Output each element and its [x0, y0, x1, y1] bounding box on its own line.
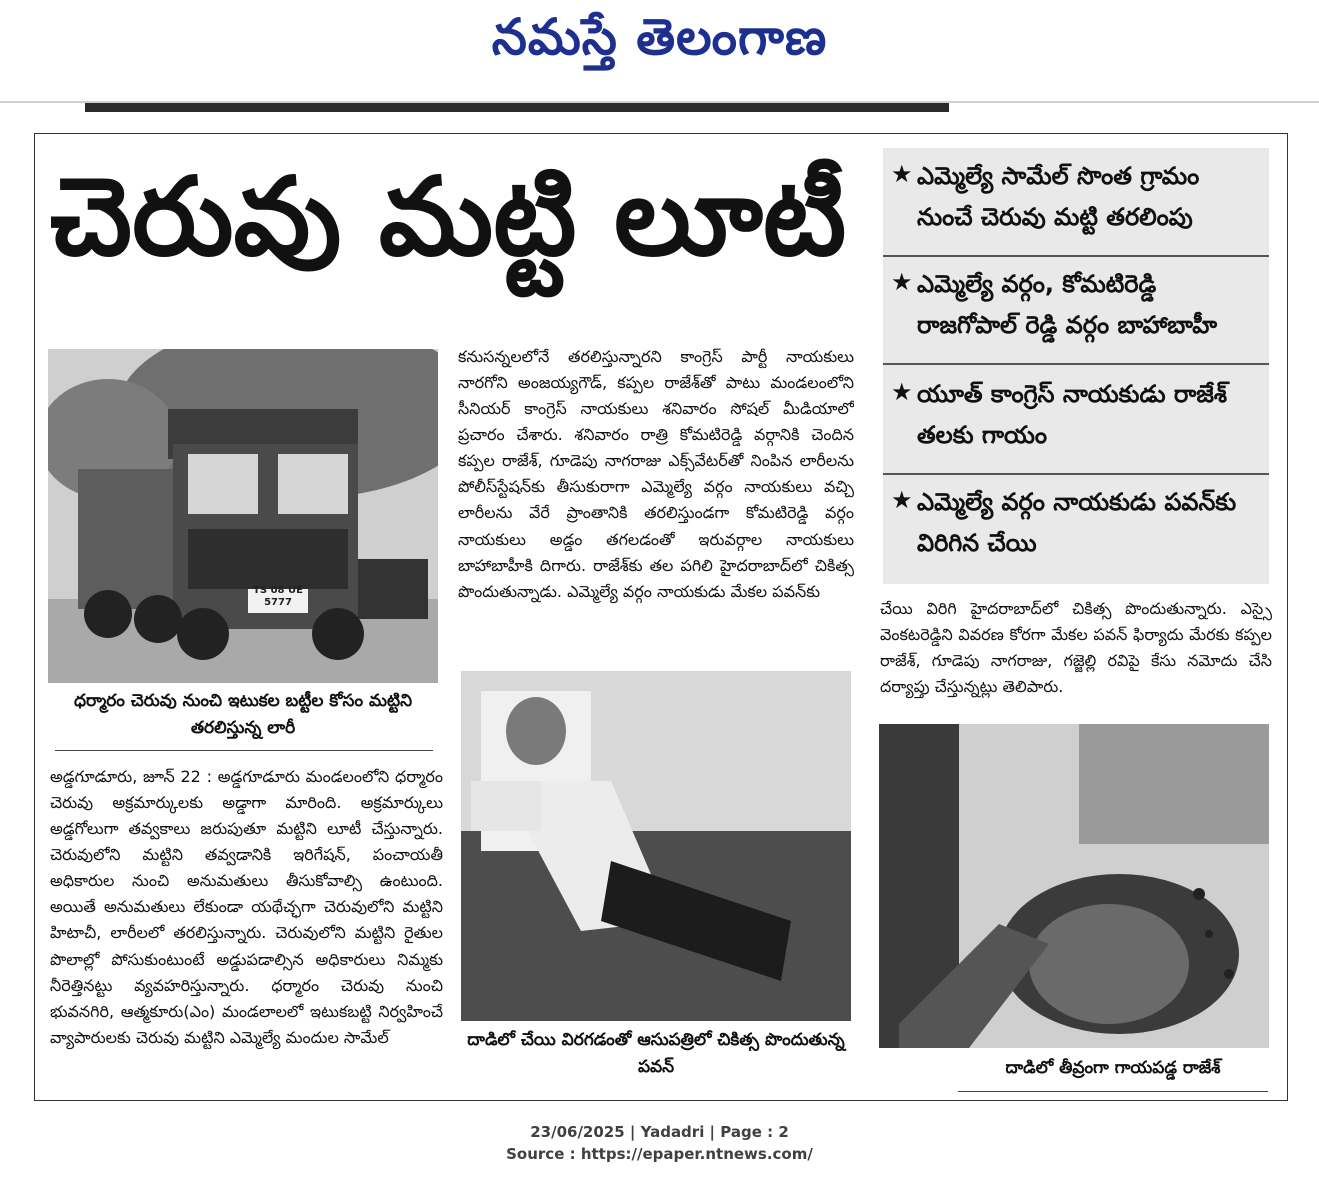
- star-icon: ★: [891, 160, 913, 188]
- highlight-text: ఎమ్మెల్యే సామేల్ సొంత గ్రామం నుంచే చెరువు మట్టి తరలింపు: [917, 162, 1200, 231]
- highlight-item: [883, 366, 1269, 470]
- highlights-box: [883, 148, 1269, 584]
- highlight-divider: [883, 255, 1269, 257]
- headline: చెరువు మట్టి లూటీ: [50, 155, 847, 280]
- masthead-bar: [85, 103, 949, 112]
- caption-rule: [55, 750, 433, 751]
- highlight-text: ఎమ్మెల్యే వర్గం నాయకుడు పవన్‌కు విరిగిన చేయి: [917, 488, 1237, 557]
- body-column-3: చేయి విరిగి హైదరాబాద్‌లో చికిత్స పొందుతున్నారు. ఎస్సై వెంకటరెడ్డిని వివరణ కోరగా మేకల పవన్ ఫిర్యాదు మేరకు కప్పల రాజేశ్, గూడెపు నాగరాజు, గజ్జెల్లి రవిపై కేసు నమోదు చేసి దర్యాప్తు చేస్తున్నట్లు తెలిపారు.: [880, 599, 1272, 697]
- highlight-item: [883, 474, 1269, 578]
- body-column-2: కనుసన్నలలోనే తరలిస్తున్నారని కాంగ్రెస్ పార్టీ నాయకులు నారగోని అంజయ్యగౌడ్, కప్పల రాజేశ్‌తో పాటు మండలంలోని సీనియర్ కాంగ్రెస్ నాయకులు శనివారం సోషల్ మీడియాలో ప్రచారం చేశారు. శనివారం రాత్రి కోమటిరెడ్డి వర్గానికి చెందిన కప్పల రాజేశ్, గూడెపు నాగరాజు ఎక్స్‌వేటర్‌తో నింపిన లారీలను పోలీస్‌స్టేషన్‌కు తీసుకురాగా ఎమ్మెల్యే వర్గం నాయకులు వచ్చి లారీలను వేరే ప్రాంతానికి తరలిస్తుండగా కోమటిరెడ్డి వర్గం నాయకులు అడ్డం తగలడంతో ఇరువర్గాల నాయకులు బాహాబాహీకి దిగారు. రాజేశ్‌కు తల పగిలి హైదరాబాద్‌లో చికిత్స పొందుతున్నాడు. ఎమ్మెల్యే వర్గం నాయకుడు మేకల పవన్‌కు: [458, 347, 854, 601]
- highlight-text: యూత్ కాంగ్రెస్ నాయకుడు రాజేశ్ తలకు గాయం: [917, 380, 1228, 449]
- highlight-item: [883, 256, 1269, 360]
- license-plate: TS 08 UE 5777: [253, 585, 303, 608]
- highlight-divider: [883, 363, 1269, 365]
- rajesh-photo: [879, 724, 1269, 1048]
- pavan-caption: దాడిలో చేయి విరగడంతో ఆసుపత్రిలో చికిత్స పొందుతున్న పవన్: [467, 1030, 845, 1078]
- body-column-1: అడ్డగూడూరు, జూన్ 22 : అడ్డగూడూరు మండలంలోని ధర్మారం చెరువు అక్రమార్కులకు అడ్డాగా మారింది. అక్రమార్కులు అడ్డగోలుగా తవ్వకాలు జరుపుతూ మట్టిని లూటీ చేస్తున్నారు. చెరువులోని మట్టిని తవ్వడానికి ఇరిగేషన్, పంచాయతీ అధికారుల నుంచి అనుమతులు తీసుకోవాల్సి ఉంటుంది. అయితే అనుమతులు లేకుండా యథేచ్ఛగా చెరువులోని మట్టిని హిటాచీ, లారీలలో తరలిస్తున్నారు. చెరువులోని మట్టిని రైతుల పొలాల్లో పోసుకుంటుంటే అడ్డుపడాల్సిన అధికారులు నిమ్మకు నీరెత్తినట్టు వ్యవహరిస్తున్నారు. ధర్మారం చెరువు నుంచి భువనగిరి, ఆత్మకూరు(ఎం) మండలాలలో ఇటుకబట్టి నిర్వహించే వ్యాపారులకు చెరువు మట్టిని ఎమ్మెల్యే మందుల సామేల్: [50, 767, 443, 1047]
- caption-rule: [958, 1091, 1268, 1092]
- star-icon: ★: [891, 378, 913, 406]
- highlight-divider: [883, 473, 1269, 475]
- highlight-text: ఎమ్మెల్యే వర్గం, కోమటిరెడ్డి రాజగోపాల్ రెడ్డి వర్గం బాహాబాహీ: [917, 270, 1218, 339]
- footer-source-link[interactable]: Source : https://epaper.ntnews.com/: [506, 1145, 813, 1163]
- truck-caption: ధర్మారం చెరువు నుంచి ఇటుకల బట్టీల కోసం మట్టిని తరలిస్తున్న లారీ: [73, 691, 413, 739]
- star-icon: ★: [891, 486, 913, 514]
- masthead-title: నమస్తే తెలంగాణ: [491, 8, 828, 66]
- footer-date-edition: 23/06/2025 | Yadadri | Page : 2: [530, 1123, 789, 1141]
- rajesh-caption: దాడిలో తీవ్రంగా గాయపడ్డ రాజేశ్: [1005, 1058, 1221, 1078]
- star-icon: ★: [891, 268, 913, 296]
- pavan-photo: [461, 671, 851, 1021]
- highlight-item: [883, 148, 1269, 252]
- truck-photo: [48, 349, 438, 683]
